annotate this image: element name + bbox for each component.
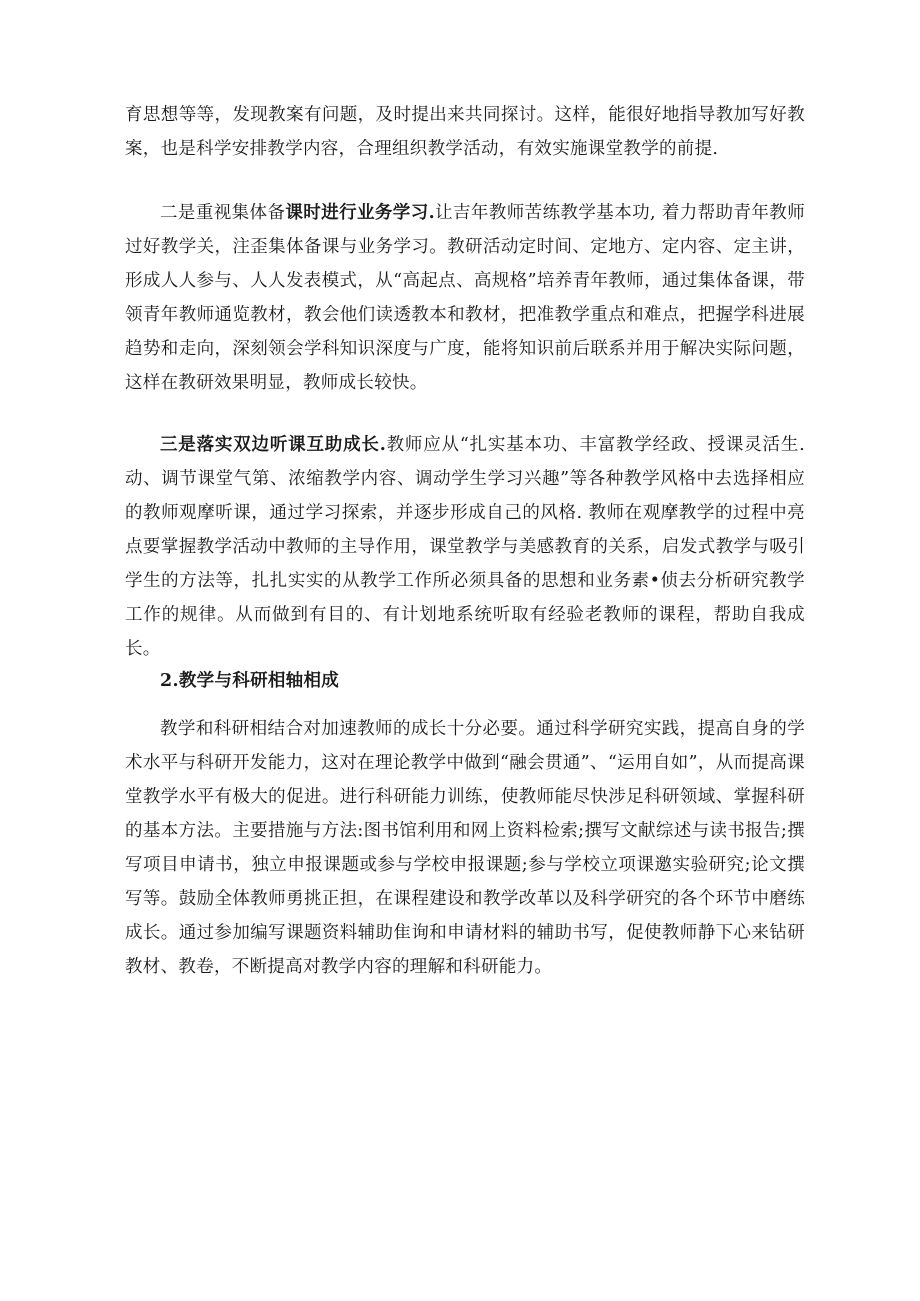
paragraph-collective-lesson-prep xyxy=(125,196,805,400)
paragraph-bold-phrase: 课时进行业务学习. xyxy=(285,203,436,223)
paragraph-bold-heading: 三是落实双边听课互助成长. xyxy=(160,435,387,455)
paragraph-body: 教师应从“扎实基本功、丰富教学经政、授课灵活生. 动、调节课堂气第、浓缩教学内容、调动学生学习兴趣”等各种教学风格中去选择相应的教师观摩听课，通过学习探索，并逐步形成自己的风格. 教师在观摩教学的过程中亮点要掌握教学活动中教师的主导作用，课堂教学与美感教育的关系，启发式教学与吸引学生的方法等，扎扎实实的从教学工作所必须具备的思想和业务素•侦去分析研究教学工作的规律。从而做到有目的、有计划地系统听取有经验老教师的课程，帮助自我成长。 xyxy=(125,435,805,659)
paragraph-continuation: 育思想等等，发现教案有问题，及时提出来共同探讨。这样，能很好地指导教加写好教案，也是科学安排教学内容，合理组织教学活动，有效实施课堂教学的前提. xyxy=(125,105,805,159)
paragraph-peer-observation xyxy=(125,428,805,666)
section-heading: 2.教学与科研相轴相成 xyxy=(160,671,340,691)
paragraph-lead: 二是重视集体备 xyxy=(160,203,286,223)
paragraph-body: 让吉年教师苦练教学基本功, 着力帮助青年教师过好教学关，注歪集体备课与业务学习。教研活动定时间、定地方、定内容、定主讲，形成人人参与、人人发表模式，从“高起点、高规格”培养青年教师，通过集体备课，带领青年教师通览教材，教会他们读透教本和教材，把准教学重点和难点，把握学科进展趋势和走向，深刻领会学科知识深度与广度，能将知识前后联系并用于解决实际问题，这样在教研效果明显，教师成长较快。 xyxy=(125,203,805,393)
paragraph-teaching-research: 教学和科研相结合对加速教师的成长十分必要。通过科学研究实践，提高自身的学术水平与科研开发能力，这对在理论教学中做到“融会贯通”、“运用自如”，从而提高课堂教学水平有极大的促进。进行科研能力训练，使教师能尽快涉足科研领域、掌握科研的基本方法。主要措施与方法:图书馆利用和网上资料检索;撰写文献综述与读书报告;撰写项目申请书，独立申报课题或参与学校申报课题;参与学校立项课邀实验研究;论文撰写等。鼓励全体教师勇挑正担，在课程建设和教学改革以及科学研究的各个环节中磨练成长。通过参加编写课题资料辅助隹询和申请材料的辅助书写，促使教师静下心来钻研教材、教卷，不断提高对教学内容的理解和科研能力。 xyxy=(125,719,805,977)
